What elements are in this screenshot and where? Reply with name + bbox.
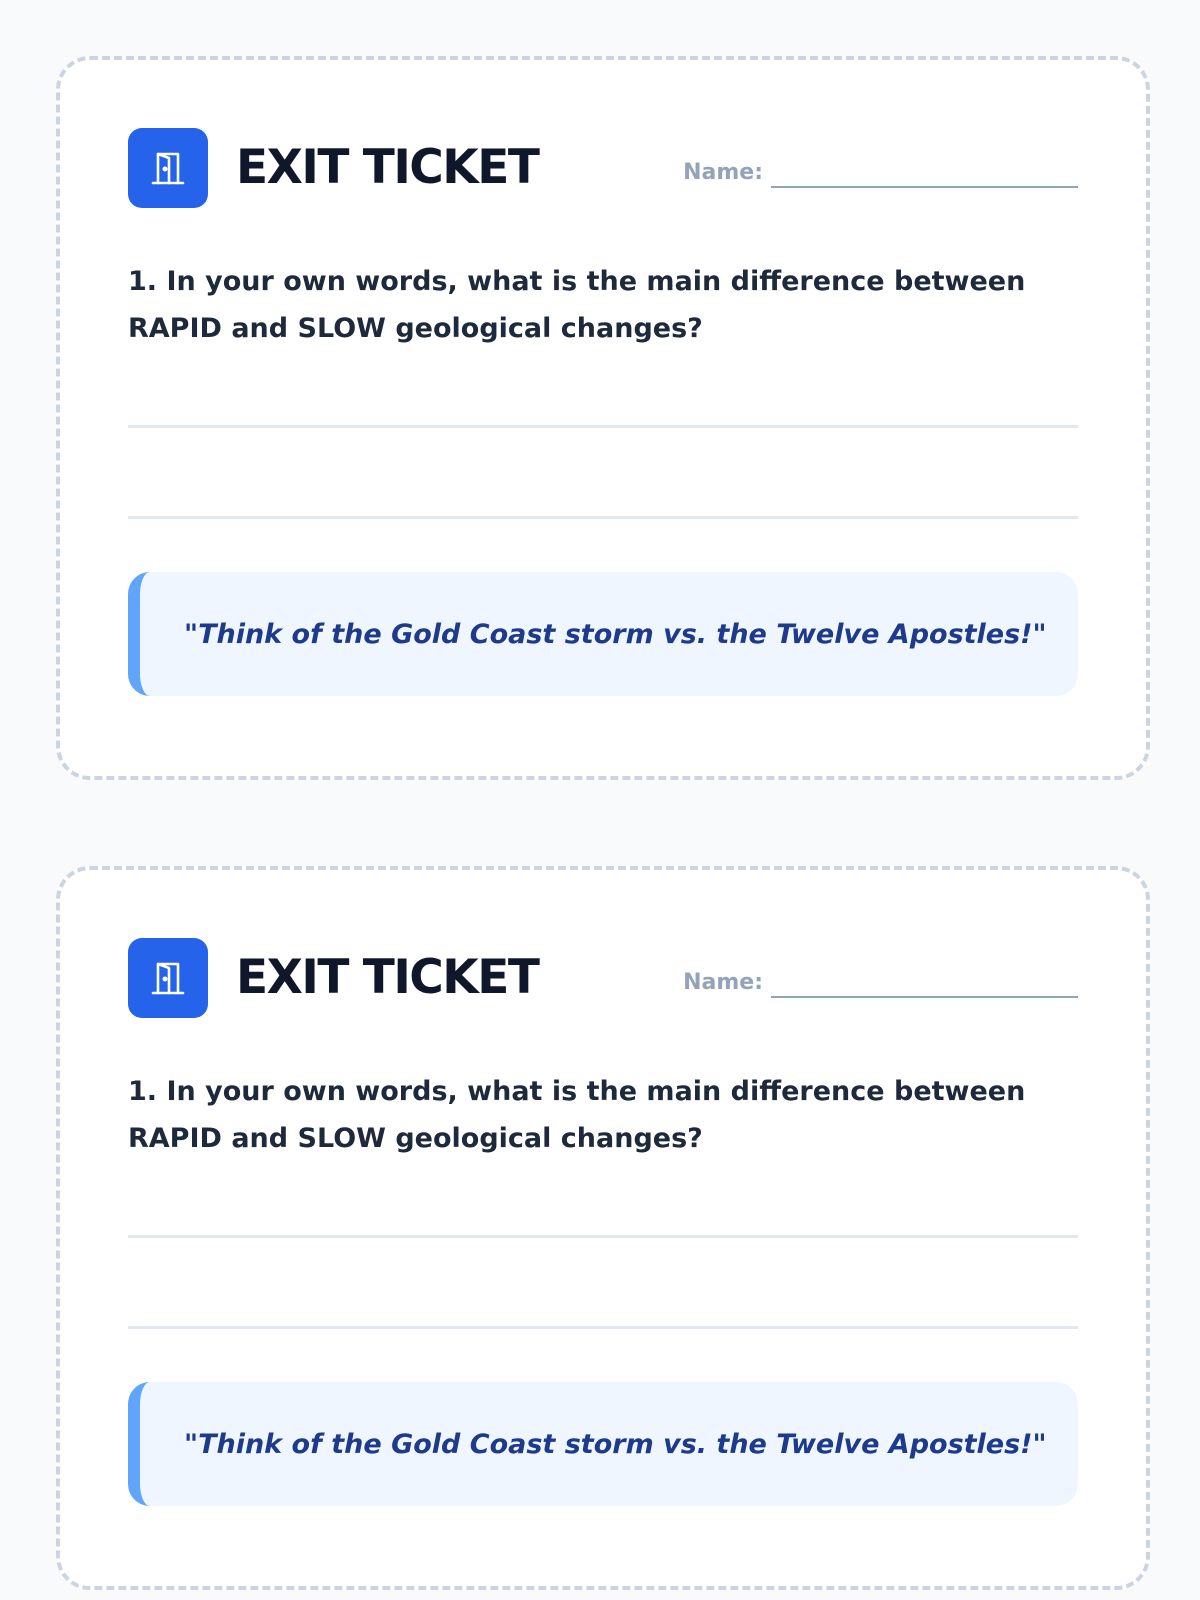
answer-line[interactable] xyxy=(128,516,1078,519)
exit-ticket-card xyxy=(56,56,1150,780)
hint-callout xyxy=(128,572,1078,696)
exit-ticket-card xyxy=(56,866,1150,1590)
ticket-header xyxy=(128,128,1078,208)
door-icon xyxy=(128,938,208,1018)
ticket-title: EXIT TICKET xyxy=(236,950,539,1005)
name-label: Name: xyxy=(683,970,763,995)
name-field[interactable] xyxy=(683,962,1078,998)
name-blank-line[interactable] xyxy=(771,164,1078,188)
ticket-title: EXIT TICKET xyxy=(236,140,539,195)
answer-line[interactable] xyxy=(128,1235,1078,1238)
question-text: 1. In your own words, what is the main difference between RAPID and SLOW geological changes? xyxy=(128,1076,1026,1154)
hint-text: "Think of the Gold Coast storm vs. the Twelve Apostles!" xyxy=(184,1428,1047,1460)
hint-callout xyxy=(128,1382,1078,1506)
ticket-header xyxy=(128,938,1078,1018)
name-blank-line[interactable] xyxy=(771,974,1078,998)
hint-text: "Think of the Gold Coast storm vs. the Twelve Apostles!" xyxy=(184,618,1047,650)
answer-line[interactable] xyxy=(128,1326,1078,1329)
name-label: Name: xyxy=(683,160,763,185)
answer-line[interactable] xyxy=(128,425,1078,428)
door-icon xyxy=(128,128,208,208)
name-field[interactable] xyxy=(683,152,1078,188)
question-text: 1. In your own words, what is the main difference between RAPID and SLOW geological changes? xyxy=(128,266,1026,344)
